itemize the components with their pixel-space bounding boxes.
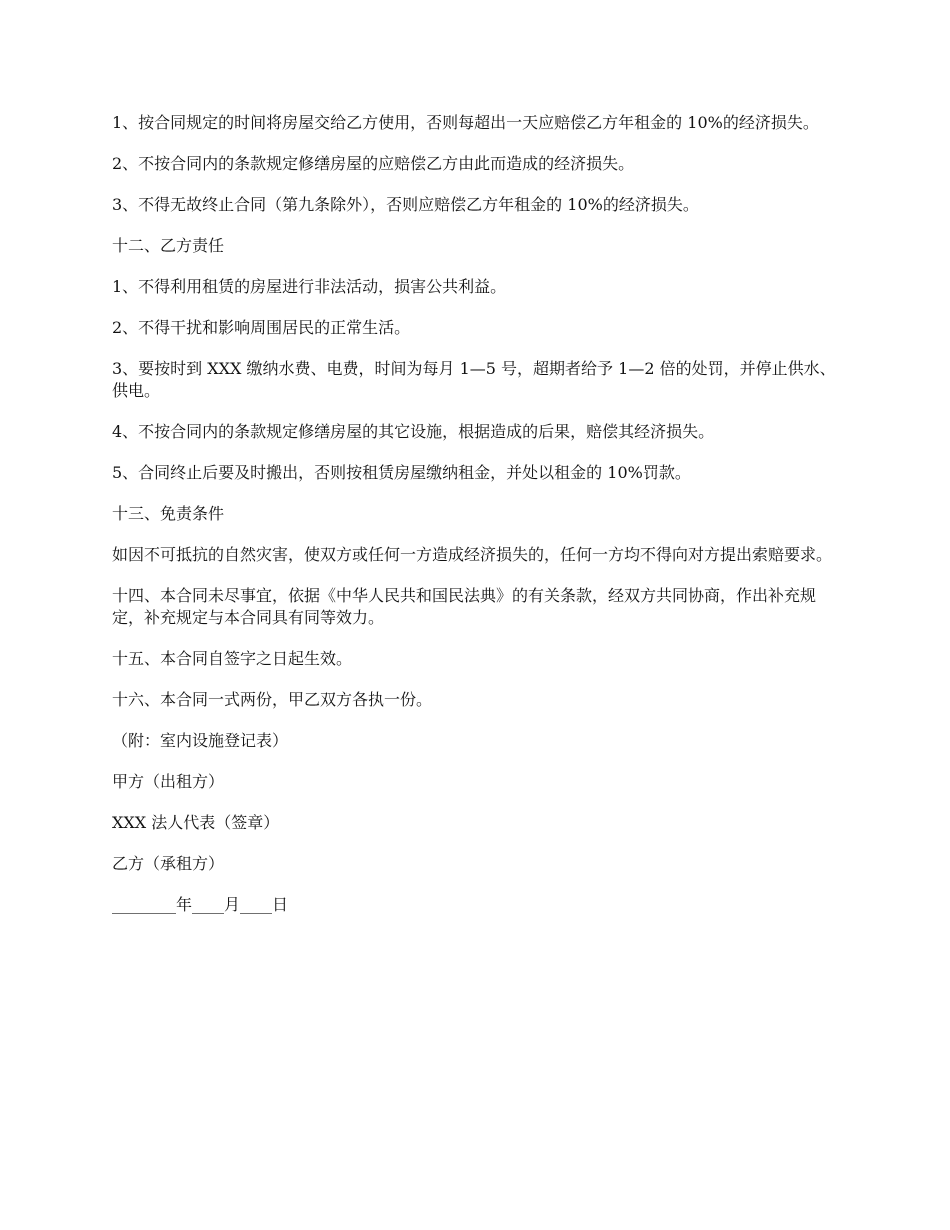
document-page bbox=[112, 112, 842, 935]
clause-2-paragraph: 2、不按合同内的条款规定修缮房屋的应赔偿乙方由此而造成的经济损失。 bbox=[112, 154, 635, 173]
clause-1-paragraph: 1、按合同规定的时间将房屋交给乙方使用，否则每超出一天应赔偿乙方年租金的 10%的经济损失。 bbox=[112, 113, 819, 132]
party-b-item-4: 4、不按合同内的条款规定修缮房屋的其它设施，根据造成的后果，赔偿其经济损失。 bbox=[112, 422, 715, 441]
party-b-item-2: 2、不得干扰和影响周围居民的正常生活。 bbox=[112, 318, 411, 337]
attachment-note: （附：室内设施登记表） bbox=[112, 731, 289, 750]
party-b-item-3: 3、要按时到 XXX 缴纳水费、电费，时间为每月 1—5 号，超期者给予 1—2 倍的处罚，并停止供水、供电。 bbox=[112, 359, 836, 400]
party-b-label: 乙方（承租方） bbox=[112, 854, 225, 873]
legal-representative-signature-line: XXX 法人代表（签章） bbox=[112, 813, 280, 832]
section-15-paragraph: 十五、本合同自签字之日起生效。 bbox=[112, 649, 353, 668]
section-16-paragraph: 十六、本合同一式两份，甲乙双方各执一份。 bbox=[112, 690, 433, 709]
section-heading-13: 十三、免责条件 bbox=[112, 504, 225, 523]
date-line: ________年____月____日 bbox=[112, 895, 289, 914]
party-b-item-5: 5、合同终止后要及时搬出，否则按租赁房屋缴纳租金，并处以租金的 10%罚款。 bbox=[112, 463, 691, 482]
party-a-label: 甲方（出租方） bbox=[112, 772, 225, 791]
force-majeure-paragraph: 如因不可抵抗的自然灾害，使双方或任何一方造成经济损失的，任何一方均不得向对方提出索赔要求。 bbox=[112, 545, 833, 564]
section-heading-12: 十二、乙方责任 bbox=[112, 236, 225, 255]
section-14-paragraph: 十四、本合同未尽事宜，依据《中华人民共和国民法典》的有关条款，经双方共同协商，作出补充规定，补充规定与本合同具有同等效力。 bbox=[112, 586, 817, 627]
party-b-item-1: 1、不得利用租赁的房屋进行非法活动，损害公共利益。 bbox=[112, 277, 507, 296]
clause-3-paragraph: 3、不得无故终止合同（第九条除外），否则应赔偿乙方年租金的 10%的经济损失。 bbox=[112, 195, 699, 214]
